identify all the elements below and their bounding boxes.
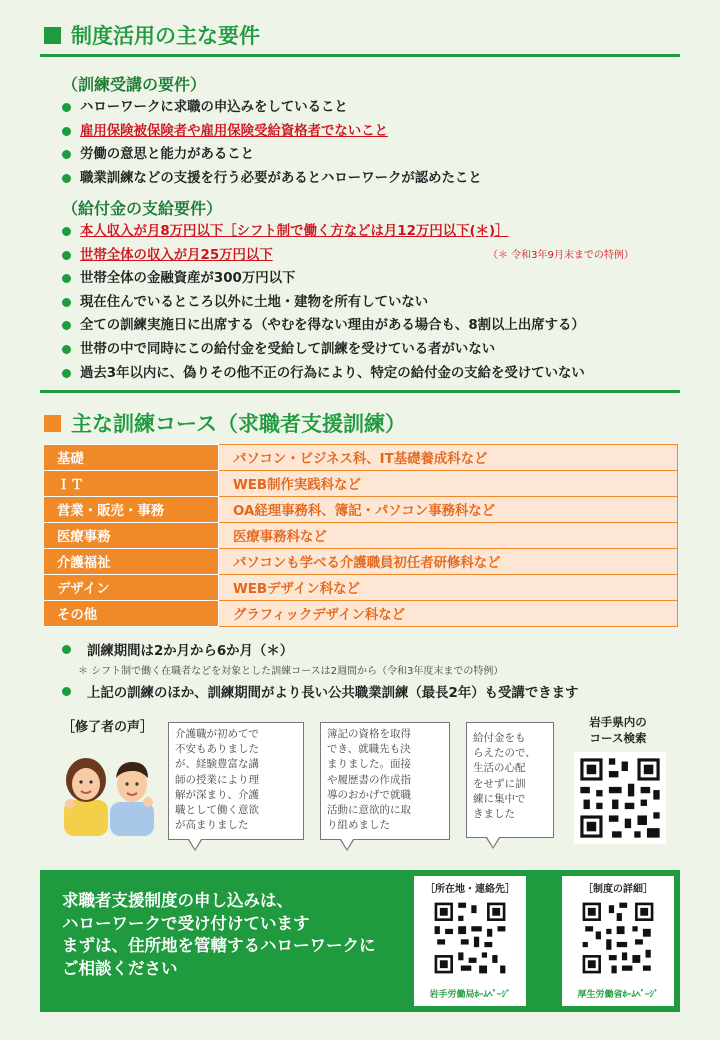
list-item: 過去3年以内に、偽りその他不正の行為により、特定の給付金の支給を受けていない [60,362,680,386]
graduates-illustration-icon [60,740,156,836]
course-category: その他 [45,601,219,627]
benefit-note: （＊ 令和3年9月末までの特例） [488,250,634,261]
benefit-requirements-list [60,220,680,385]
training-requirements-heading: （訓練受講の要件） [62,75,207,94]
qr-caption: ［所在地・連絡先］ [425,884,515,895]
table-row [45,523,678,549]
course-category: ＩＴ [45,471,219,497]
list-item: 職業訓練などの支援を行う必要があるとハローワークが認めたこと [60,167,680,191]
table-row [45,549,678,575]
list-item: 世帯の中で同時にこの給付金を受給して訓練を受けている者がいない [60,338,680,362]
table-row [45,445,678,471]
bullet-icon [62,687,71,696]
list-item: 本人収入が月8万円以下［シフト制で働く方などは月12万円以下(＊)］ [60,220,680,244]
square-bullet-icon [44,415,61,432]
course-table [44,444,678,627]
voice-bubble-1: 介護職が初めてで 不安もありました が、経験豊富な講 師の授業により理 解が深まり、介護 職として働く意欲 が高まりました [168,722,304,840]
table-row [45,601,678,627]
graduate-voices-label: ［修了者の声］ [62,720,154,735]
qr-bottom-label: 厚生労働省ﾎｰﾑﾍﾟｰｼﾞ [577,990,659,1000]
system-details-qr-card[interactable] [562,876,674,1006]
office-contact-qr-card[interactable] [414,876,526,1006]
section2-header [44,408,680,438]
training-period: 訓練期間は2か月から6か月（＊） [62,640,293,659]
benefit-requirements-heading: （給付金の支給要件） [62,199,223,218]
course-examples: グラフィックデザイン科など [219,601,678,627]
course-examples: WEBデザイン科など [219,575,678,601]
long-course-note: 上記の訓練のほか、訓練期間がより長い公共職業訓練（最長2年）も受講できます [62,682,578,701]
system-details-qr-icon [580,900,656,976]
course-category: 介護福祉 [45,549,219,575]
qr-bottom-label: 岩手労働局ﾎｰﾑﾍﾟｰｼﾞ [429,990,511,1000]
course-category: 基礎 [45,445,219,471]
table-row [45,575,678,601]
section1-rule [40,54,680,57]
bullet-icon [62,645,71,654]
section1-header [44,20,680,50]
course-category: デザイン [45,575,219,601]
course-search-label: 岩手県内の コース検索 [589,715,647,745]
course-category: 医療事務 [45,523,219,549]
list-item: 労働の意思と能力があること [60,143,680,167]
office-contact-qr-icon [432,900,508,976]
course-search-qr-icon[interactable] [574,752,666,844]
list-item: ハローワークに求職の申込みをしていること [60,96,680,120]
voice-bubble-2: 簿記の資格を取得 でき、就職先も決 まりました。面接 や履歴書の作成指 導のおかげで就職 活動に意欲的に取 り組めました [320,722,450,840]
course-examples: 医療事務科など [219,523,678,549]
course-examples: パソコンも学べる介護職員初任者研修科など [219,549,678,575]
table-row [45,471,678,497]
course-examples: パソコン・ビジネス科、IT基礎養成科など [219,445,678,471]
period-footnote: ＊ シフト制で働く在職者などを対象とした訓練コースは2週間から（令和3年度末までの特例） [78,666,504,677]
course-examples: OA経理事務科、簿記・パソコン事務科など [219,497,678,523]
qr-caption: ［制度の詳細］ [583,884,653,895]
section2-title: 主な訓練コース（求職者支援訓練） [71,412,406,436]
course-category: 営業・販売・事務 [45,497,219,523]
square-bullet-icon [44,27,61,44]
table-row [45,497,678,523]
section1-title: 制度活用の主な要件 [71,24,260,48]
course-examples: WEB制作実践科など [219,471,678,497]
voice-bubble-3: 給付金をも らえたので、 生活の心配 をせずに訓 練に集中で きました [466,722,554,838]
application-box [40,870,680,1012]
section1-bottom-rule [40,390,680,393]
training-requirements-list [60,96,680,190]
list-item: 現在住んでいるところ以外に土地・建物を所有していない [60,291,680,315]
list-item: 世帯全体の収入が月25万円以下 [60,244,680,268]
list-item: 雇用保険被保険者や雇用保険受給資格者でないこと [60,120,680,144]
list-item: 世帯全体の金融資産が300万円以下 [60,267,680,291]
list-item: 全ての訓練実施日に出席する（やむを得ない理由がある場合も、8割以上出席する） [60,314,680,338]
application-text: 求職者支援制度の申し込みは、 ハローワークで受け付けています まずは、住所地を管轄するハローワークに ご相談ください [62,891,376,978]
